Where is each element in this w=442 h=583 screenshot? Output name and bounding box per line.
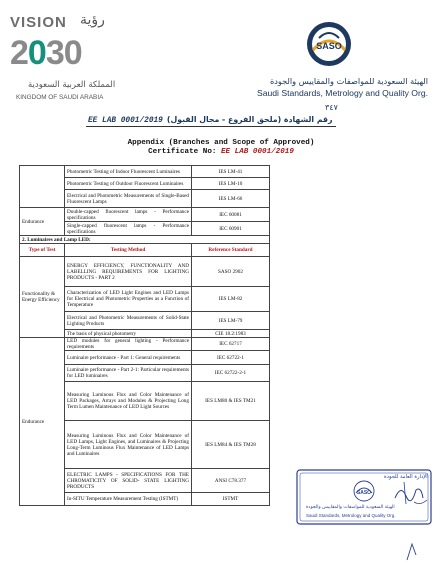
table-cell-standard: IES LM-41 (192, 166, 270, 178)
table-header-row (20, 244, 270, 257)
stamp-english-org: Saudi Standards, Metrology and Quality Org. (306, 513, 396, 518)
table-cell-standard: IES LM84 & IES TM28 (192, 421, 270, 469)
header-type-of-test: Type of Test (20, 244, 65, 257)
table-cell-method: Measuring Luminous Flux and Color Maintenance of LED Lamps, Light Engines, and Luminaires & Projecting Long-Term Luminous Flux Maintenance of LED Lamps and Luminaires (65, 421, 192, 469)
table-cell-standard: SASO 2902 (192, 257, 270, 287)
table-cell-method: Photometric Testing of Outdoor Fluorescent Luminaires (65, 178, 192, 190)
table-row (20, 166, 270, 178)
table-cell-standard: IEC 62717 (192, 338, 270, 351)
table-cell-standard: IES LM-79 (192, 312, 270, 330)
table-cell-method: ENERGY EFFICIENCY, FUNCTIONALITY AND LABELLING REQUIREMENTS FOR LIGHTING PRODUCTS - PART 2 (65, 257, 192, 287)
certificate-number-en: EE LAB 0001/2019 (88, 117, 163, 125)
table-cell-standard: IES LM-82 (192, 287, 270, 312)
section-title: 2. Luminaires and Lamp LED: (20, 236, 270, 244)
certificate-divider (86, 126, 336, 127)
certificate-no-label: Certificate No: (148, 148, 217, 156)
table-cell-standard: IEC 62722-1 (192, 351, 270, 365)
handwritten-signature (392, 478, 430, 510)
saso-logo-icon (305, 20, 353, 68)
table-cell-standard: IEC 60081 (192, 208, 270, 222)
saso-english-name: Saudi Standards, Metrology and Quality Org. (256, 88, 428, 98)
stamp-logo-text: SASO (356, 490, 372, 496)
table-row (20, 257, 270, 287)
table-cell-standard: ISTMT (192, 493, 270, 506)
table-cell-method: Electrical and Photometric Measurements of Solid-State Lighting Products (65, 312, 192, 330)
table-cell-category: Endurance (20, 338, 65, 506)
table-cell-method: ELECTRIC LAMPS - SPECIFICATIONS FOR THE CHROMATICITY OF SOLID- STATE LIGHTING PRODUCTS (65, 469, 192, 493)
table-cell-method: LED modules for general lighting - Performance requirements (65, 338, 192, 351)
certificate-no-value: EE LAB 0001/2019 (221, 148, 294, 156)
stamp-arabic-org: الهيئة السعودية للمواصفات والمقاييس والجودة (306, 505, 395, 510)
table-cell-method: Luminaire performance - Part 1: General requirements (65, 351, 192, 365)
table-cell-method: The basis of physical photometry (65, 330, 192, 338)
table-cell-standard: IEC 62722-2-1 (192, 365, 270, 382)
table-cell-method: Single-capped fluorescent lamps - Performance specifications (65, 222, 192, 236)
section-row (20, 236, 270, 244)
table-cell-standard: IEC 60901 (192, 222, 270, 236)
table-cell-category: Functionality & Energy Efficiency (20, 257, 65, 338)
table-cell-category (20, 166, 65, 208)
scope-table (19, 165, 270, 506)
kingdom-arabic-label: المملكة العربية السعودية (28, 80, 116, 90)
kingdom-english-label: KINGDOM OF SAUDI ARABIA (16, 94, 104, 101)
page-number: ٣٤٧ (325, 103, 338, 112)
appendix-title: Appendix (Branches and Scope of Approved) (127, 139, 315, 147)
table-cell-category: Endurance (20, 208, 65, 236)
table-cell-standard: ANSI C78.377 (192, 469, 270, 493)
header-testing-method: Testing Method (65, 244, 192, 257)
table-cell-method: Electrical and Photometric Measurements of Single-Based Fluorescent Lamps (65, 190, 192, 208)
table-cell-method: Characterization of LED Light Engines and LED Lamps for Electrical and Photometric Properties as a Function of Temperature (65, 287, 192, 312)
table-row (20, 208, 270, 222)
table-cell-method: Luminaire performance - Part 2-1: Particular requirements for LED luminaires (65, 365, 192, 382)
stamp-arabic-title: الإدارة العامة للجودة (384, 474, 428, 480)
year-digits: 30 (45, 34, 82, 72)
saso-logo-text: SASO (316, 41, 342, 51)
table-cell-method: Double-capped fluorescent lamps - Performance specifications (65, 208, 192, 222)
appendix-certificate (0, 148, 442, 156)
year-zero-digit: 0 (27, 34, 46, 72)
table-cell-method: Photometric Testing of Indoor Fluorescent Luminaires (65, 166, 192, 178)
table-cell-method: In-SITU Temperature Measurement Testing (ISTMT) (65, 493, 192, 506)
header-reference-standard: Reference Standard (192, 244, 270, 257)
vision-year (10, 34, 82, 73)
table-row (20, 338, 270, 351)
table-cell-standard: IES LM-66 (192, 190, 270, 208)
table-cell-standard: IES LM80 & IES TM21 (192, 382, 270, 421)
table-cell-method: Measuring Luminous Flux and Color Maintenance of LED Packages, Arrays and Modules & Projecting Long Term Lumen Maintenance of LED Light Sources (65, 382, 192, 421)
certificate-line (88, 115, 333, 125)
table-cell-standard: IES LM-10 (192, 178, 270, 190)
initial-mark (404, 540, 420, 562)
vision-label: VISION (10, 14, 67, 31)
vision-2030-logo (10, 12, 122, 102)
year-digit: 2 (10, 34, 28, 72)
certificate-label-ar: رقم الشهادة (ملحق الفروع - مجال القبول) (166, 115, 333, 124)
saso-arabic-name: الهيئة السعودية للمواصفات والمقاييس والجودة (269, 76, 428, 86)
table-cell-standard: CIE 18.2:1983 (192, 330, 270, 338)
vision-arabic-label: رؤية (80, 12, 105, 28)
